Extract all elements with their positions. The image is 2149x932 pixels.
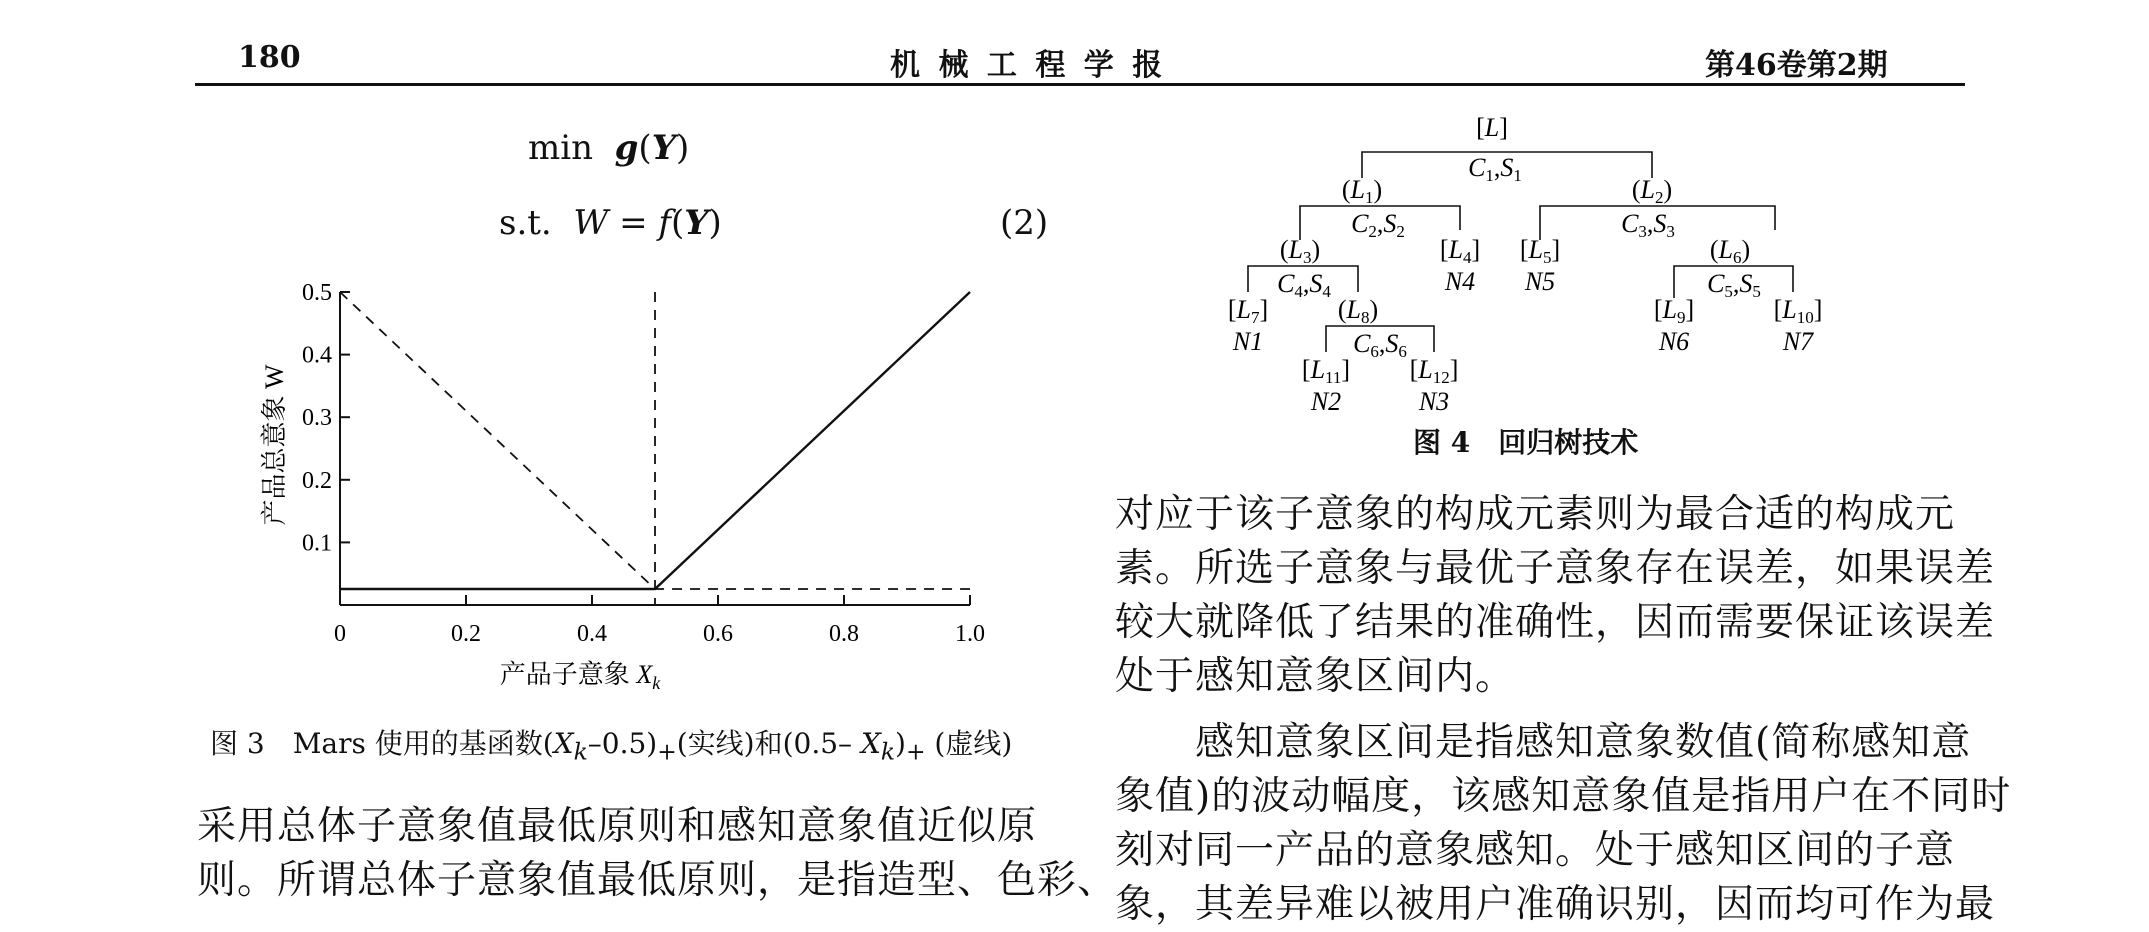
node-L3: (L3) (1279, 235, 1321, 267)
node-L2: (L2) (1631, 175, 1673, 207)
y-tick-label: 0.1 (302, 530, 332, 557)
node-L4: [L4] (1439, 235, 1481, 267)
series-layer (340, 292, 970, 605)
right-text-line: 感知意象区间是指感知意象数值(简称感知意 (1195, 720, 1972, 765)
equation-line-2: s.t. W = f(Y) (499, 203, 722, 243)
y-ticks (302, 280, 350, 556)
y-axis-label: 产品总意象 W (260, 364, 289, 526)
x-tick-label: 0.4 (577, 621, 607, 647)
node-L8: (L8) (1337, 295, 1379, 327)
journal-title: 机 械 工 程 学 报 (890, 48, 1167, 83)
x-tick-label: 0 (334, 621, 346, 647)
split-C4S4: C4,S4 (1277, 269, 1331, 301)
node-L6: (L6) (1709, 235, 1751, 267)
node-L5: [L5] (1519, 235, 1561, 267)
right-text-line: 象值)的波动幅度，该感知意象值是指用户在不同时 (1115, 774, 2012, 819)
node-L1: (L1) (1341, 175, 1383, 207)
y-tick-label: 0.2 (302, 467, 332, 494)
y-tick-label: 0.3 (302, 405, 332, 432)
split-C3S3: C3,S3 (1621, 209, 1675, 241)
x-tick-label: 0.6 (703, 621, 733, 647)
right-text-line: 对应于该子意象的构成元素则为最合适的构成元 (1115, 492, 1956, 537)
figure4-tree (1227, 110, 1870, 470)
y-tick-label: 0.4 (302, 342, 332, 369)
node-L7: [L7] (1227, 295, 1269, 327)
equation-line-1: min g(Y) (528, 128, 690, 168)
x-tick-label: 1.0 (955, 621, 985, 647)
equation-number: (2) (1000, 203, 1049, 243)
leaf-N4: N4 (1444, 267, 1476, 296)
right-text-line: 素。所选子意象与最优子意象存在误差，如果误差 (1115, 546, 1996, 591)
right-text-line: 较大就降低了结果的准确性，因而需要保证该误差 (1115, 600, 1996, 645)
issue-label: 第46卷第2期 (1705, 48, 1888, 83)
split-C6S6: C6,S6 (1353, 329, 1407, 361)
leaf-N5: N5 (1524, 267, 1556, 296)
node-L: [L] (1476, 113, 1508, 142)
left-text-line-2: 则。所谓总体子意象值最低原则，是指造型、色彩、 (197, 858, 1118, 903)
page-number: 180 (238, 40, 301, 75)
x-tick-label: 0.8 (829, 621, 859, 647)
split-C5S5: C5,S5 (1707, 269, 1761, 301)
x-ticks (334, 595, 985, 647)
node-L12: [L12] (1409, 355, 1459, 387)
y-tick-label: 0.5 (302, 280, 332, 306)
figure3-chart (0, 0, 1080, 700)
x-axis-label: 产品子意象 $X_k$ (499, 660, 661, 693)
leaf-N1: N1 (1232, 327, 1264, 356)
leaf-N2: N2 (1310, 387, 1342, 416)
node-L11: [L11] (1301, 355, 1351, 387)
leaf-N7: N7 (1782, 327, 1814, 356)
node-L10: [L10] (1773, 295, 1823, 327)
x-tick-label: 0.2 (451, 621, 481, 647)
leaf-N3: N3 (1418, 387, 1450, 416)
left-text-line-1: 采用总体子意象值最低原则和感知意象值近似原 (197, 804, 1038, 849)
leaf-N6: N6 (1658, 327, 1690, 356)
right-text-line: 处于感知意象区间内。 (1115, 654, 1516, 699)
right-text-line: 象，其差异难以被用户准确识别，因而均可作为最 (1115, 882, 1996, 927)
right-text-line: 刻对同一产品的意象感知。处于感知区间的子意 (1115, 828, 1956, 873)
node-L9: [L9] (1653, 295, 1695, 327)
figure4-caption: 图 4 回归树技术 (1413, 426, 1639, 459)
split-C2S2: C2,S2 (1351, 209, 1405, 241)
split-C1S1: C1,S1 (1468, 153, 1522, 185)
figure3-caption: 图 3 Mars 使用的基函数$(X_k-0.5)_+$(实线)和(0.5– $X_k)_+$ (虚线) (210, 727, 1013, 766)
